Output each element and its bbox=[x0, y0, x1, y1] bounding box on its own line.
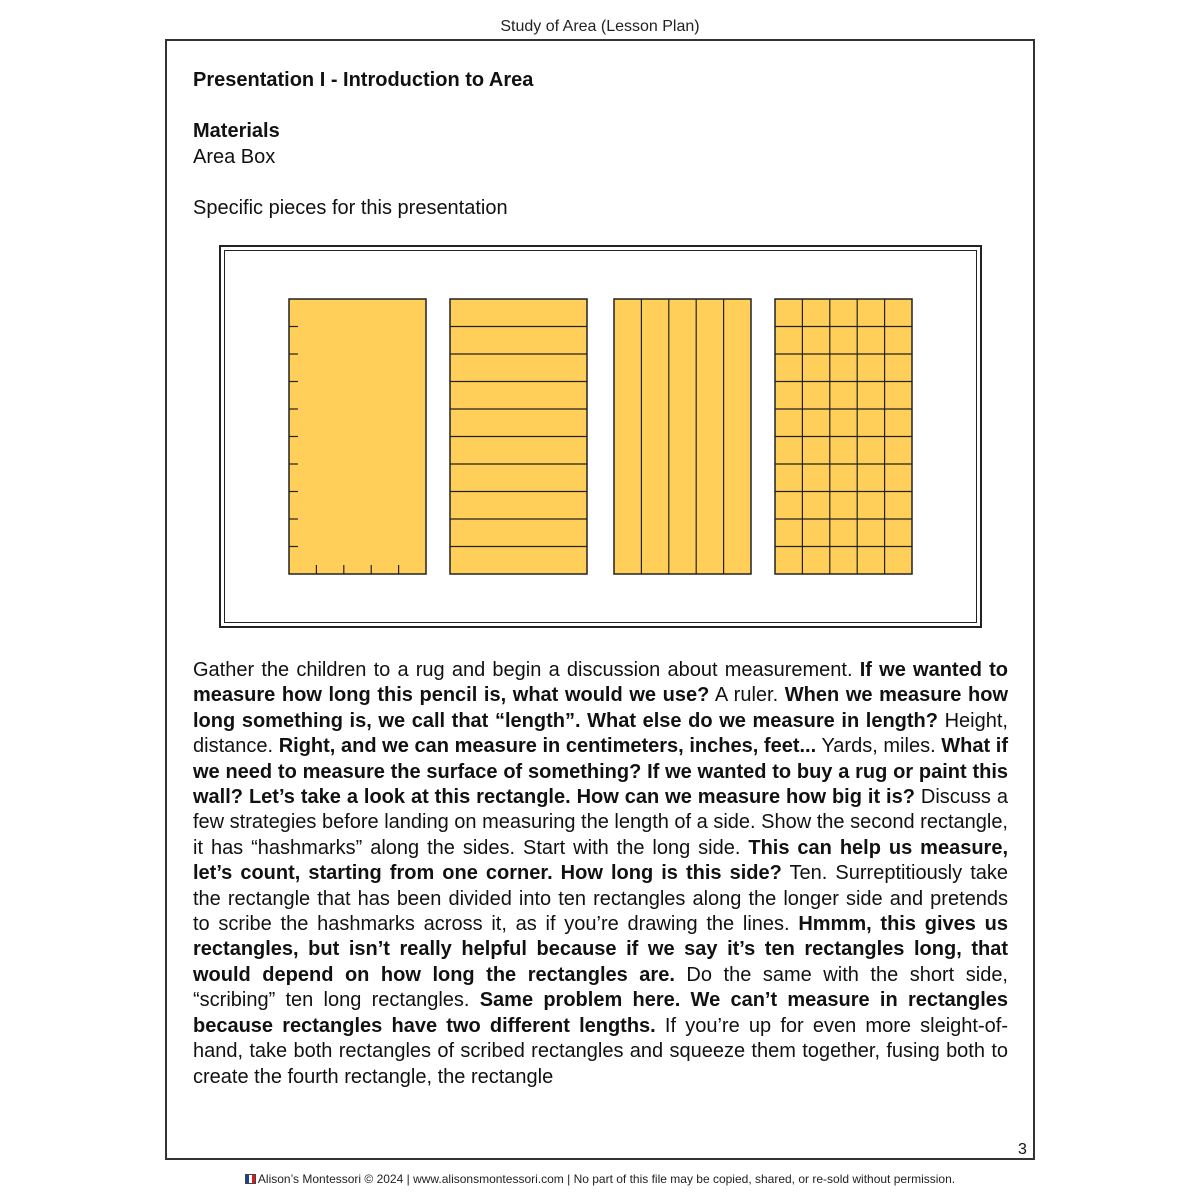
materials-heading: Materials bbox=[193, 120, 280, 142]
page-number: 3 bbox=[1018, 1141, 1027, 1158]
teacher-script-text: Same problem here. We can’t measure in rectangles because rectangles have two different lengths. bbox=[193, 989, 1008, 1037]
narration-text: Height, distance. bbox=[193, 709, 1008, 758]
teacher-script-text: When we measure how long something is, we call that “length”. What else do we measure in length? bbox=[193, 684, 1008, 732]
teacher-script-text: If we wanted to measure how long this pencil is, what would we use? bbox=[193, 659, 1009, 707]
area-pieces-illustration bbox=[221, 247, 980, 626]
narration-text: Discuss a few strategies before landing on measuring the length of a side. Show the second rectangle, it has “hashmarks” along the sides. Start with the long side. bbox=[193, 786, 1008, 859]
teacher-script-text: This can help us measure, let’s count, starting from one corner. How long is this side? bbox=[193, 836, 1008, 885]
narration-text: Do the same with the short side, “scribing” ten long rectangles. bbox=[193, 963, 1008, 1012]
five-tall-rectangles bbox=[614, 299, 751, 574]
page-header-title: Study of Area (Lesson Plan) bbox=[500, 18, 700, 35]
flag-logo-icon bbox=[245, 1174, 256, 1184]
narration-text: A ruler. bbox=[709, 684, 785, 707]
teacher-script-text: Hmmm, this gives us rectangles, but isn’t really helpful because if we say it’s ten rectangles long, that would depend on how long the rectangles are. bbox=[193, 913, 1008, 986]
pieces-text: Specific pieces for this presentation bbox=[193, 197, 508, 219]
lesson-body-text bbox=[193, 658, 1008, 1090]
materials-item: Area Box bbox=[193, 146, 276, 168]
presentation-title: Presentation I - Introduction to Area bbox=[193, 69, 534, 91]
hashmarked-rectangle bbox=[289, 299, 426, 574]
area-box-figure bbox=[219, 245, 982, 628]
teacher-script-text: Right, and we can measure in centimeters, inches, feet... bbox=[278, 735, 817, 758]
teacher-script-text: What if we need to measure the surface of something? If we wanted to buy a rug or paint this wall? Let’s take a look at this rectangle. How can we measure how big it is? bbox=[193, 735, 1008, 809]
narration-text: Yards, miles. bbox=[816, 735, 942, 758]
narration-text: Ten. Surreptitiously take the rectangle that has been divided into ten rectangles along the longer side and pretends to scribe the hashmarks across it, as if you’re drawing the lines. bbox=[193, 862, 1008, 936]
footer-text: Alison’s Montessori © 2024 | www.alisonsmontessori.com | No part of this file may be copied, shared, or re-sold without permission. bbox=[257, 1172, 956, 1186]
narration-text: Gather the children to a rug and begin a discussion about measurement. bbox=[193, 659, 860, 681]
narration-text: If you’re up for even more sleight-of-hand, take both rectangles of scribed rectangles and squeeze them together, fusing both to create the fourth rectangle, the rectangle bbox=[193, 1014, 1008, 1088]
footer bbox=[0, 1172, 1200, 1186]
